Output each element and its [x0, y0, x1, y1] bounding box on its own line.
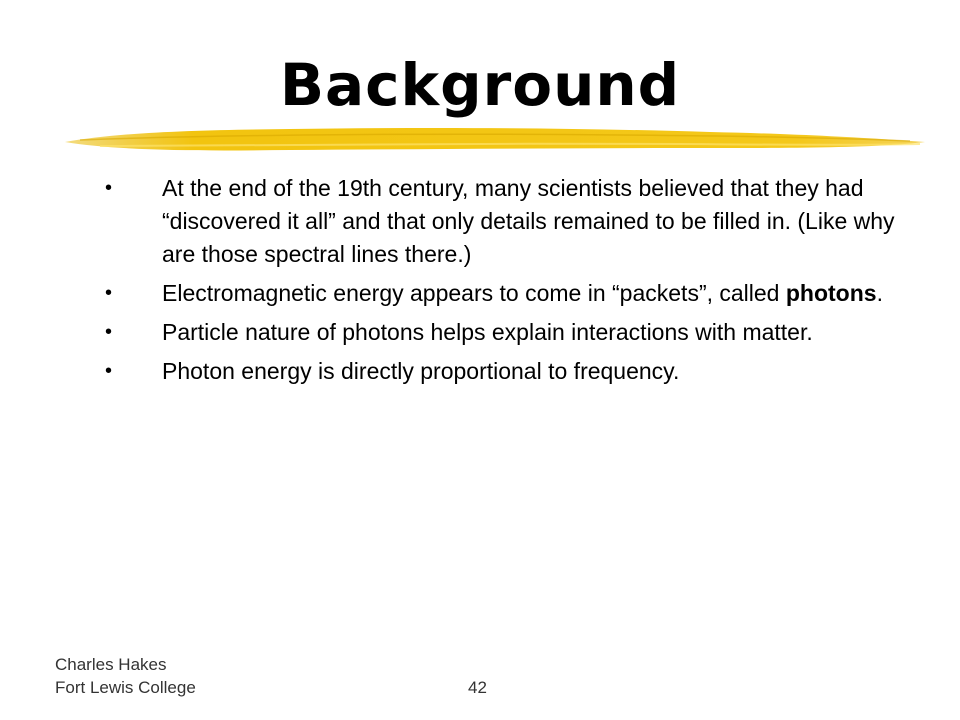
bullet-text: Electromagnetic energy appears to come in “packets”, called — [162, 280, 786, 306]
bullet-text: At the end of the 19th century, many scientists believed that they had “discovered it all” and that only details remained to be filled in. (Like why are those spectral lines there.) — [162, 175, 895, 267]
bullet-text: Photon energy is directly proportional to frequency. — [162, 358, 680, 384]
bullet-bold-term: photons — [785, 280, 877, 306]
bullet-text: Particle nature of photons helps explain interactions with matter. — [162, 319, 813, 345]
footer-author-name: Charles Hakes — [55, 655, 167, 674]
bullet-item — [105, 355, 895, 388]
bullet-text-end: . — [876, 280, 883, 306]
title-underline-brush — [60, 118, 930, 160]
bullet-dot: • — [105, 177, 113, 199]
bullet-item — [105, 277, 895, 310]
bullet-dot: • — [105, 360, 113, 382]
footer-institution: Fort Lewis College — [55, 678, 196, 697]
page-number: 42 — [468, 678, 487, 697]
footer-author — [55, 653, 196, 699]
slide-title: Background — [279, 51, 681, 119]
bullet-dot: • — [105, 282, 113, 304]
bullet-item — [105, 316, 895, 349]
bullet-dot: • — [105, 321, 113, 343]
bullet-list — [105, 172, 895, 394]
bullet-item — [105, 172, 895, 271]
